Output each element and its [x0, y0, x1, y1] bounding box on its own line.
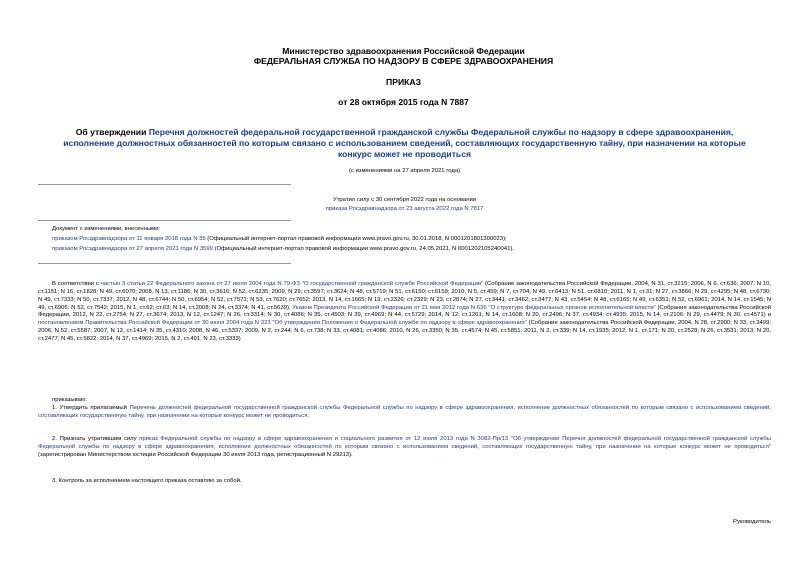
amending-heading: Документ с изменениями, внесенными: — [52, 226, 161, 232]
divider — [38, 184, 291, 185]
document-type: ПРИКАЗ — [386, 77, 421, 87]
amending-details: (Официальный интернет-портал правовой информации www.pravo.gov.ru, 30.01.2018, N 0001201801300023); — [205, 236, 507, 242]
amending-details: (Официальный интернет-портал правовой информации www.pravo.gov.ru, 24.05.2021, N 0001202105240041). — [212, 246, 514, 252]
order-item-1 — [38, 405, 771, 421]
expired-link[interactable]: приказа Росздравнадзора от 23 августа 2022 года N 7817 — [325, 206, 484, 212]
ministry-name: Министерство здравоохранения Российской Федерации — [282, 46, 525, 56]
item-text: . — [307, 412, 310, 419]
amending-item — [52, 246, 772, 254]
revoked-order-link[interactable]: приказ Федеральной службы по надзору в сфере здравоохранения и социального развития от 12 июля 2013 года N 3082-Пр/13 "Об утверждении Перечня должностей федеральной государственной гражданской службы Федеральной службы по надзору в сфере здравоохранения, исполнение должностных обязанностей по которым связано с использованием сведений, составляющих государственную тайну, при назначении на которые конкурс может не проводиться" — [38, 436, 771, 450]
item-text: (зарегистрирован Министерством юстиции Российской Федерации 30 июля 2013 года, регистрационный N 29213). — [38, 451, 353, 458]
title-link[interactable]: Перечня должностей федеральной государственной гражданской службы Федеральной службы по надзору в сфере здравоохранения, исполнение должностных обязанностей по которым связано с использованием сведений, составляющих государственную тайну, при назначении на которые конкурс может не проводиться — [63, 127, 746, 159]
order-word: приказываю: — [52, 397, 88, 403]
document-date-number: от 28 октября 2015 года N 7887 — [338, 97, 469, 107]
document-title — [52, 127, 757, 160]
amending-link[interactable]: приказом Росздравнадзора от 11 января 2018 года N 35 — [52, 236, 206, 242]
item-text: 2. Признать утратившим силу — [52, 436, 140, 442]
order-item-3: 3. Контроль за исполнением настоящего приказа оставляю за собой. — [52, 478, 242, 484]
service-name: ФЕДЕРАЛЬНАЯ СЛУЖБА ПО НАДЗОРУ В СФЕРЕ ЗДРАВООХРАНЕНИЯ — [253, 56, 554, 66]
expired-note: Утратил силу с 30 сентября 2022 года на основании — [332, 197, 477, 203]
divider — [38, 263, 291, 264]
decree-636-link[interactable]: Указом Президента Российской Федерации от 21 мая 2012 года N 636 "О структуре федеральных органов исполнительной власти" — [292, 304, 656, 311]
resolution-323-link[interactable]: постановлением Правительства Российской Федерации от 30 июня 2004 года N 323 "Об утверждении Положения о Федеральной службе по надзору в сфере здравоохранения" — [38, 320, 527, 327]
preamble-text: (Собрание законодательства Российской Федерации, 2004, N 28, ст.2900; N 33, ст.3499; 2006, N 52, ст.5587; 2007, N 12, ст.1414; N 35, ст.4310; 2008, N 46, ст.5337; 2009, N 2, ст.244; N 6, ст.738; N 33, ст.4081; ст.4086; 2010, N 26, ст.3350; N 35, ст.4574; N 45, ст.5851; 2011, N 2, ст.339; N 14, ст.1935; 2012, N 1, ст.171; N 20, ст.2528; N 26, ст.3531; 2013, N 20, ст.2477; N 45, ст.5822; 2014, N 37, ст.4969; 2015, N 2, ст.491; N 23, ст.3333) — [38, 320, 771, 342]
preamble-text: (Собрание законодательства Российской Федерации, 2012, N 22, ст.2754; N 27, ст.3674; 2013, N 12, ст.1247; N 26, ст.3314; N 30, ст.4086; N 35, ст.4503; N 39, ст.4969; N 44, ст.5729; 2014, N 12, ст.1261; N 14, ст.1608; N 20, ст.2496; N 37, ст.4934; ст.4935; 2015, N 14, ст.2106; N 29, ст.4479; N 30, ст.4571) и — [38, 304, 771, 319]
divider — [38, 220, 291, 221]
title-prefix: Об утверждении — [75, 127, 149, 137]
signature-title: Руководитель — [733, 519, 771, 525]
amending-link[interactable]: приказом Росздравнадзора от 27 апреля 2021 года N 3599 — [52, 246, 213, 252]
preamble-text: В соответствии с — [52, 281, 101, 287]
amendments-note: (с изменениями на 27 апреля 2021 года) — [348, 168, 461, 174]
order-item-2 — [38, 436, 771, 460]
preamble-text: (Собрание законодательства Российской Федерации, 2004, N 31, ст.3215; 2006, N 6, ст.636; 2007, N 10, ст.1151; N 16, ст.1828; N 49, ст.6070; 2008, N 13, ст.1186; N 30, ст.3616; N 52, ст.6235; 2009, N 29, ст.3597; ст.3624; N 48, ст.5719; N 51, ст.6150; ст.6159; 2010, N 5, ст.459; N 7, ст.704; N 49, ст.6413; N 51, ст.6810; 2011, N 1, ст.31; N 27, ст.3866; N 29, ст.4295; N 48, ст.6730; N 49, ст.7333; N 50, ст.7337; 2012, N 48, ст.6744; N 50, ст.6954; N 52, ст.7571; N 53, ст.7620; ст.7652; 2013, N 14, ст.1665; N 19, ст.2326; ст.2329; N 23, ст.2874; N 27, ст.3441; ст.3462; ст.3477; N 43, ст.5454; N 48, ст.6165; N 49, ст.6351; N 52, ст.6961; 2014, N 14, ст.1545; N 49, ст.6905; N 52, ст.7542; 2015, N 1, ст.62; ст.63; N 14, ст.2008; N 24, ст.3374; N 41, ст.5639), — [38, 281, 772, 311]
amending-item — [52, 236, 772, 244]
law-79-fz-link[interactable]: частью 3 статьи 22 Федерального закона от 27 июля 2004 года N 79-ФЗ "О государственной гражданской службе Российской Федерации" — [100, 281, 484, 287]
item-text: 1. Утвердить прилагаемый — [52, 405, 130, 411]
preamble-paragraph — [38, 281, 771, 344]
approved-list-link[interactable]: Перечень должностей федеральной государственной гражданской службы Федеральной службы по надзору в сфере здравоохранения, исполнение должностных обязанностей по которым связано с использованием сведений, составляющих государственную тайну, при назначении на которые конкурс может не проводиться — [38, 405, 771, 419]
